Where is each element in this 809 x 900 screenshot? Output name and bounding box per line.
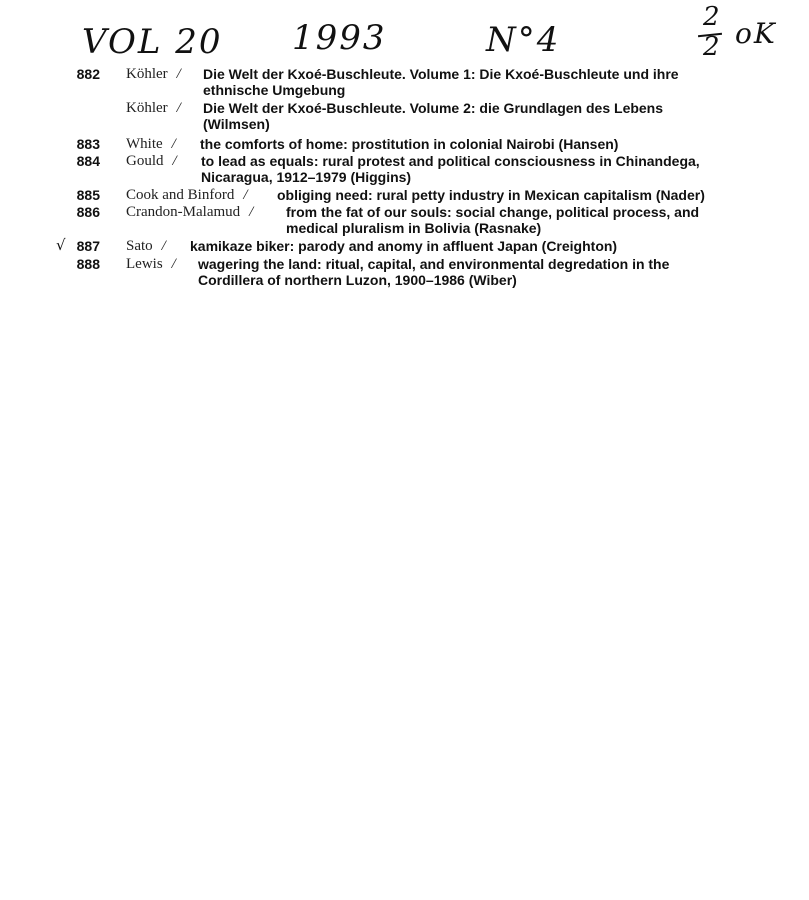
entry-author: Crandon-Malamud /: [126, 204, 254, 220]
entry-author: Sato /: [126, 238, 166, 254]
entry-number: 885: [76, 187, 100, 203]
handwritten-issue-number: N°4: [486, 20, 561, 60]
entry-author: Lewis /: [126, 256, 176, 272]
entry-author: White /: [126, 136, 176, 152]
handwritten-year: 1993: [292, 18, 387, 58]
entry-title: to lead as equals: rural protest and political consciousness in Chinandega, Nicaragua, 1912–1979 (Higgins): [201, 153, 700, 185]
entry-number: 888: [76, 256, 100, 272]
checkmark-icon: √: [56, 236, 66, 254]
entry-author: Cook and Binford /: [126, 187, 248, 203]
entry-title: Die Welt der Kxoé-Buschleute. Volume 1: Die Kxoé-Buschleute und ihre ethnische Umgebung: [203, 66, 679, 98]
handwritten-ok: oK: [735, 17, 777, 50]
entry-author: Köhler /: [126, 66, 181, 82]
entry-title: obliging need: rural petty industry in Mexican capitalism (Nader): [277, 187, 705, 203]
entry-title: wagering the land: ritual, capital, and environmental degredation in the Cordillera of northern Luzon, 1900–1986 (Wiber): [198, 256, 670, 288]
entry-title: from the fat of our souls: social change, political process, and medical pluralism in Bolivia (Rasnake): [286, 204, 700, 236]
entry-number: 883: [76, 136, 100, 152]
entry-author: Köhler /: [126, 100, 181, 116]
entry-author: Gould /: [126, 153, 177, 169]
entry-title: the comforts of home: prostitution in colonial Nairobi (Hansen): [200, 136, 619, 152]
entry-number: 882: [76, 66, 100, 82]
entry-title: Die Welt der Kxoé-Buschleute. Volume 2: die Grundlagen des Lebens (Wilmsen): [203, 100, 664, 132]
handwritten-fraction-bottom: 2: [703, 32, 722, 62]
handwritten-fraction-top: 2: [703, 2, 722, 32]
entry-number: 887: [76, 238, 100, 254]
entry-number: 886: [76, 204, 100, 220]
handwritten-volume: VOL 20: [82, 22, 223, 62]
entry-title: kamikaze biker: parody and anomy in affluent Japan (Creighton): [190, 238, 618, 254]
entry-number: 884: [76, 153, 100, 169]
